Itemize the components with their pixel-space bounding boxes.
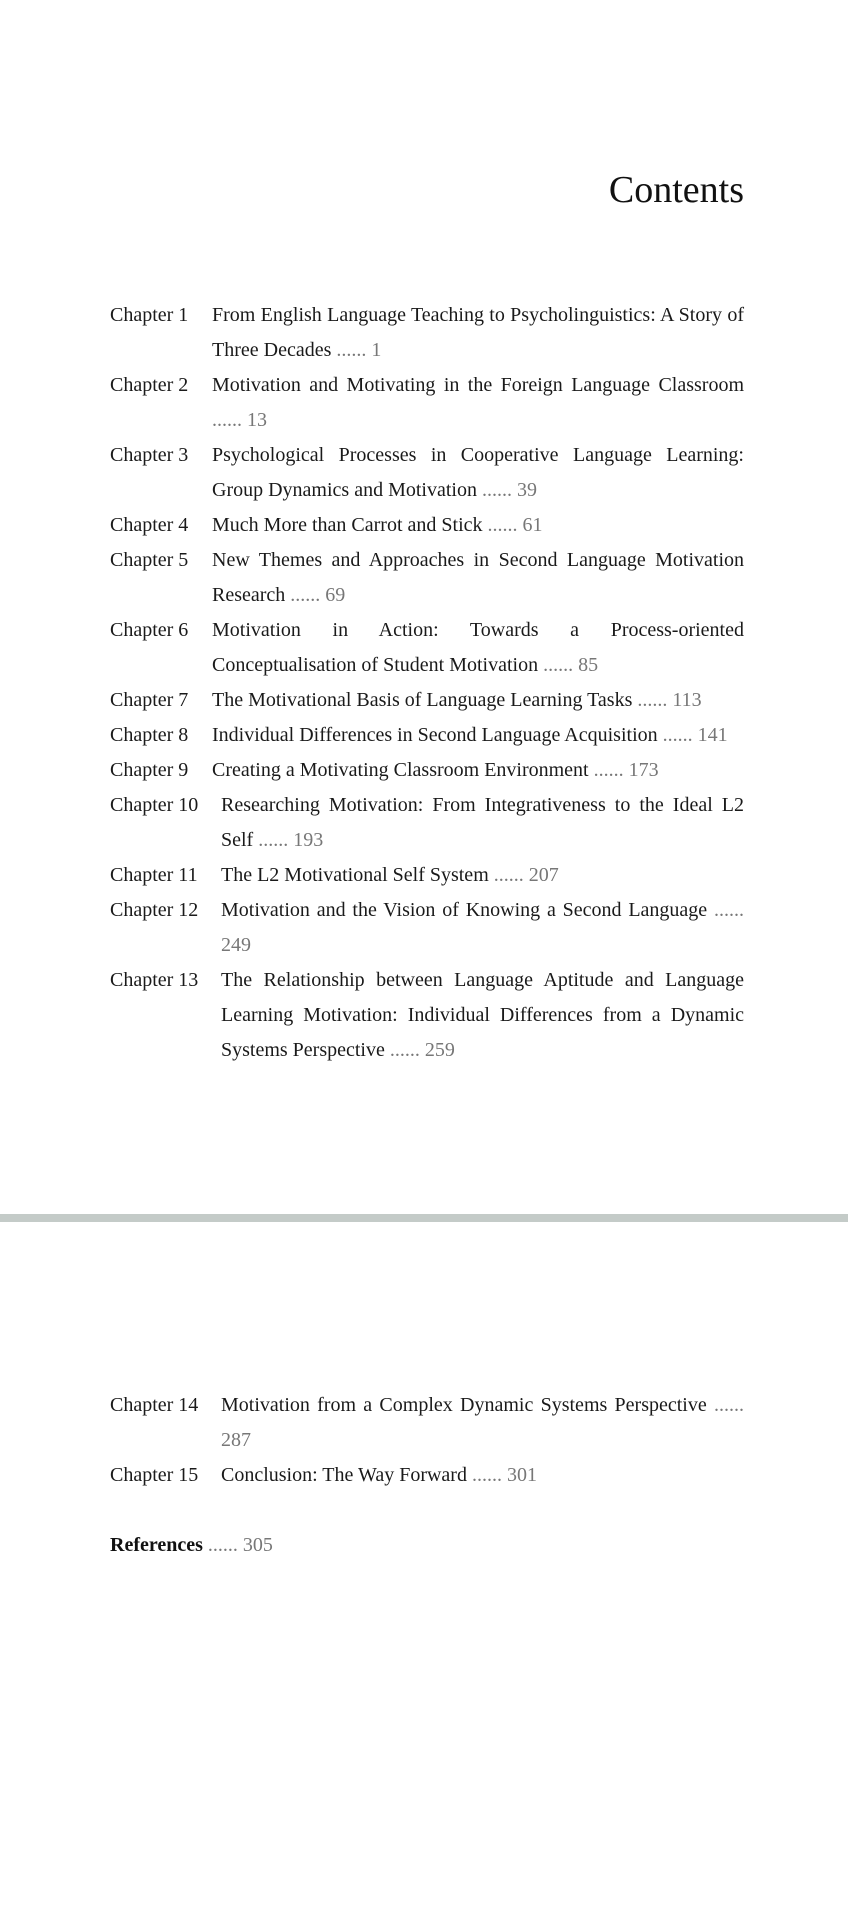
- chapter-title: [212, 368, 744, 438]
- chapter-title: [221, 1458, 744, 1493]
- toc-entry-chapter-11[interactable]: [110, 858, 744, 893]
- chapter-title-text: Creating a Motivating Classroom Environment: [212, 759, 589, 781]
- chapter-title: [212, 718, 744, 753]
- page-number: 85: [578, 654, 599, 676]
- chapter-title: [212, 613, 744, 683]
- page-number: 61: [522, 514, 543, 536]
- page-number: 39: [516, 479, 537, 501]
- chapter-title-text: Psychological Processes in Cooperative Language Learning: Group Dynamics and Motivation: [212, 444, 744, 501]
- chapter-title-text: Individual Differences in Second Language Acquisition: [212, 724, 658, 746]
- toc-entry-chapter-7[interactable]: [110, 683, 744, 718]
- toc-entry-chapter-2[interactable]: [110, 368, 744, 438]
- leader-dots: ......: [258, 829, 289, 851]
- chapter-label: Chapter 14: [110, 1394, 199, 1416]
- page-number: 305: [242, 1534, 273, 1556]
- page-number: 259: [424, 1039, 455, 1061]
- toc-entry-chapter-9[interactable]: [110, 753, 744, 788]
- leader-dots: ......: [481, 479, 512, 501]
- toc-entry-chapter-12[interactable]: [110, 893, 744, 963]
- page-number: 13: [247, 409, 267, 431]
- leader-dots: ......: [714, 899, 744, 921]
- contents-title: Contents: [608, 169, 744, 211]
- leader-dots: ......: [471, 1464, 502, 1486]
- toc-entry-chapter-4[interactable]: [110, 508, 744, 543]
- page-divider: [0, 1214, 848, 1222]
- table-of-contents-continued: [110, 1388, 744, 1493]
- chapter-title-text: New Themes and Approaches in Second Language Motivation Research: [212, 549, 744, 606]
- toc-entry-chapter-10[interactable]: [110, 788, 744, 858]
- toc-entry-chapter-15[interactable]: [110, 1458, 744, 1493]
- page-number: 173: [628, 759, 659, 781]
- leader-dots: ......: [207, 1534, 238, 1556]
- leader-dots: ......: [290, 584, 321, 606]
- chapter-label: Chapter 9: [110, 759, 189, 781]
- toc-entry-chapter-6[interactable]: [110, 613, 744, 683]
- page-number: 193: [293, 829, 324, 851]
- chapter-title: [221, 963, 744, 1068]
- chapter-title-text: Motivation and Motivating in the Foreign Language Classroom: [212, 374, 744, 396]
- chapter-title-text: Researching Motivation: From Integrativeness to the Ideal L2 Self: [221, 794, 744, 851]
- toc-entry-chapter-5[interactable]: [110, 543, 744, 613]
- chapter-label: Chapter 8: [110, 724, 189, 746]
- leader-dots: ......: [389, 1039, 420, 1061]
- chapter-label: Chapter 13: [110, 969, 199, 991]
- leader-dots: ......: [543, 654, 574, 676]
- page-two: [0, 1222, 848, 1911]
- chapter-label: Chapter 11: [110, 864, 198, 886]
- chapter-label: Chapter 4: [110, 514, 189, 536]
- leader-dots: ......: [714, 1394, 744, 1416]
- leader-dots: ......: [493, 864, 524, 886]
- page-number: 207: [528, 864, 559, 886]
- chapter-title: [221, 893, 744, 963]
- chapter-title-text: The Relationship between Language Aptitude and Language Learning Motivation: Individual Differences from a Dynamic Systems Perspective: [221, 969, 744, 1061]
- chapter-title: [212, 508, 744, 543]
- chapter-title-text: Much More than Carrot and Stick: [212, 514, 483, 536]
- leader-dots: ......: [487, 514, 518, 536]
- toc-entry-chapter-8[interactable]: [110, 718, 744, 753]
- chapter-title: [212, 753, 744, 788]
- chapter-title: [221, 1388, 744, 1458]
- page-number: 69: [325, 584, 346, 606]
- leader-dots: ......: [336, 339, 367, 361]
- toc-entry-chapter-1[interactable]: [110, 298, 744, 368]
- toc-entry-chapter-3[interactable]: [110, 438, 744, 508]
- chapter-title: [212, 438, 744, 508]
- chapter-title: [212, 543, 744, 613]
- chapter-label: Chapter 3: [110, 444, 189, 466]
- leader-dots: ......: [637, 689, 668, 711]
- chapter-title-text: Conclusion: The Way Forward: [221, 1464, 467, 1486]
- chapter-label: Chapter 10: [110, 794, 199, 816]
- leader-dots: ......: [593, 759, 624, 781]
- chapter-label: Chapter 6: [110, 619, 189, 641]
- chapter-label: Chapter 1: [110, 304, 189, 326]
- toc-entry-chapter-13[interactable]: [110, 963, 744, 1068]
- page-number: 141: [697, 724, 728, 746]
- chapter-title-text: The L2 Motivational Self System: [221, 864, 489, 886]
- chapter-label: Chapter 5: [110, 549, 189, 571]
- chapter-title-text: Motivation and the Vision of Knowing a Second Language: [221, 899, 708, 921]
- chapter-label: Chapter 7: [110, 689, 189, 711]
- page-number: 1: [371, 339, 382, 361]
- chapter-title-text: Motivation in Action: Towards a Process-oriented Conceptualisation of Student Motivation: [212, 619, 744, 676]
- page-number: 301: [506, 1464, 537, 1486]
- chapter-title-text: From English Language Teaching to Psycholinguistics: A Story of Three Decades: [212, 304, 744, 361]
- toc-entry-references[interactable]: [110, 1528, 273, 1563]
- chapter-title-text: The Motivational Basis of Language Learning Tasks: [212, 689, 633, 711]
- references-label: References: [110, 1534, 203, 1556]
- leader-dots: ......: [212, 409, 242, 431]
- page-number: 249: [221, 934, 251, 956]
- toc-entry-chapter-14[interactable]: [110, 1388, 744, 1458]
- table-of-contents: [110, 298, 744, 1068]
- chapter-title: [212, 683, 744, 718]
- chapter-title: [212, 298, 744, 368]
- chapter-title-text: Motivation from a Complex Dynamic Systems Perspective: [221, 1394, 707, 1416]
- chapter-title: [221, 788, 744, 858]
- chapter-title: [221, 858, 744, 893]
- chapter-label: Chapter 15: [110, 1464, 199, 1486]
- page-number: 113: [672, 689, 702, 711]
- chapter-label: Chapter 12: [110, 899, 199, 921]
- chapter-label: Chapter 2: [110, 374, 189, 396]
- leader-dots: ......: [662, 724, 693, 746]
- page-number: 287: [221, 1429, 251, 1451]
